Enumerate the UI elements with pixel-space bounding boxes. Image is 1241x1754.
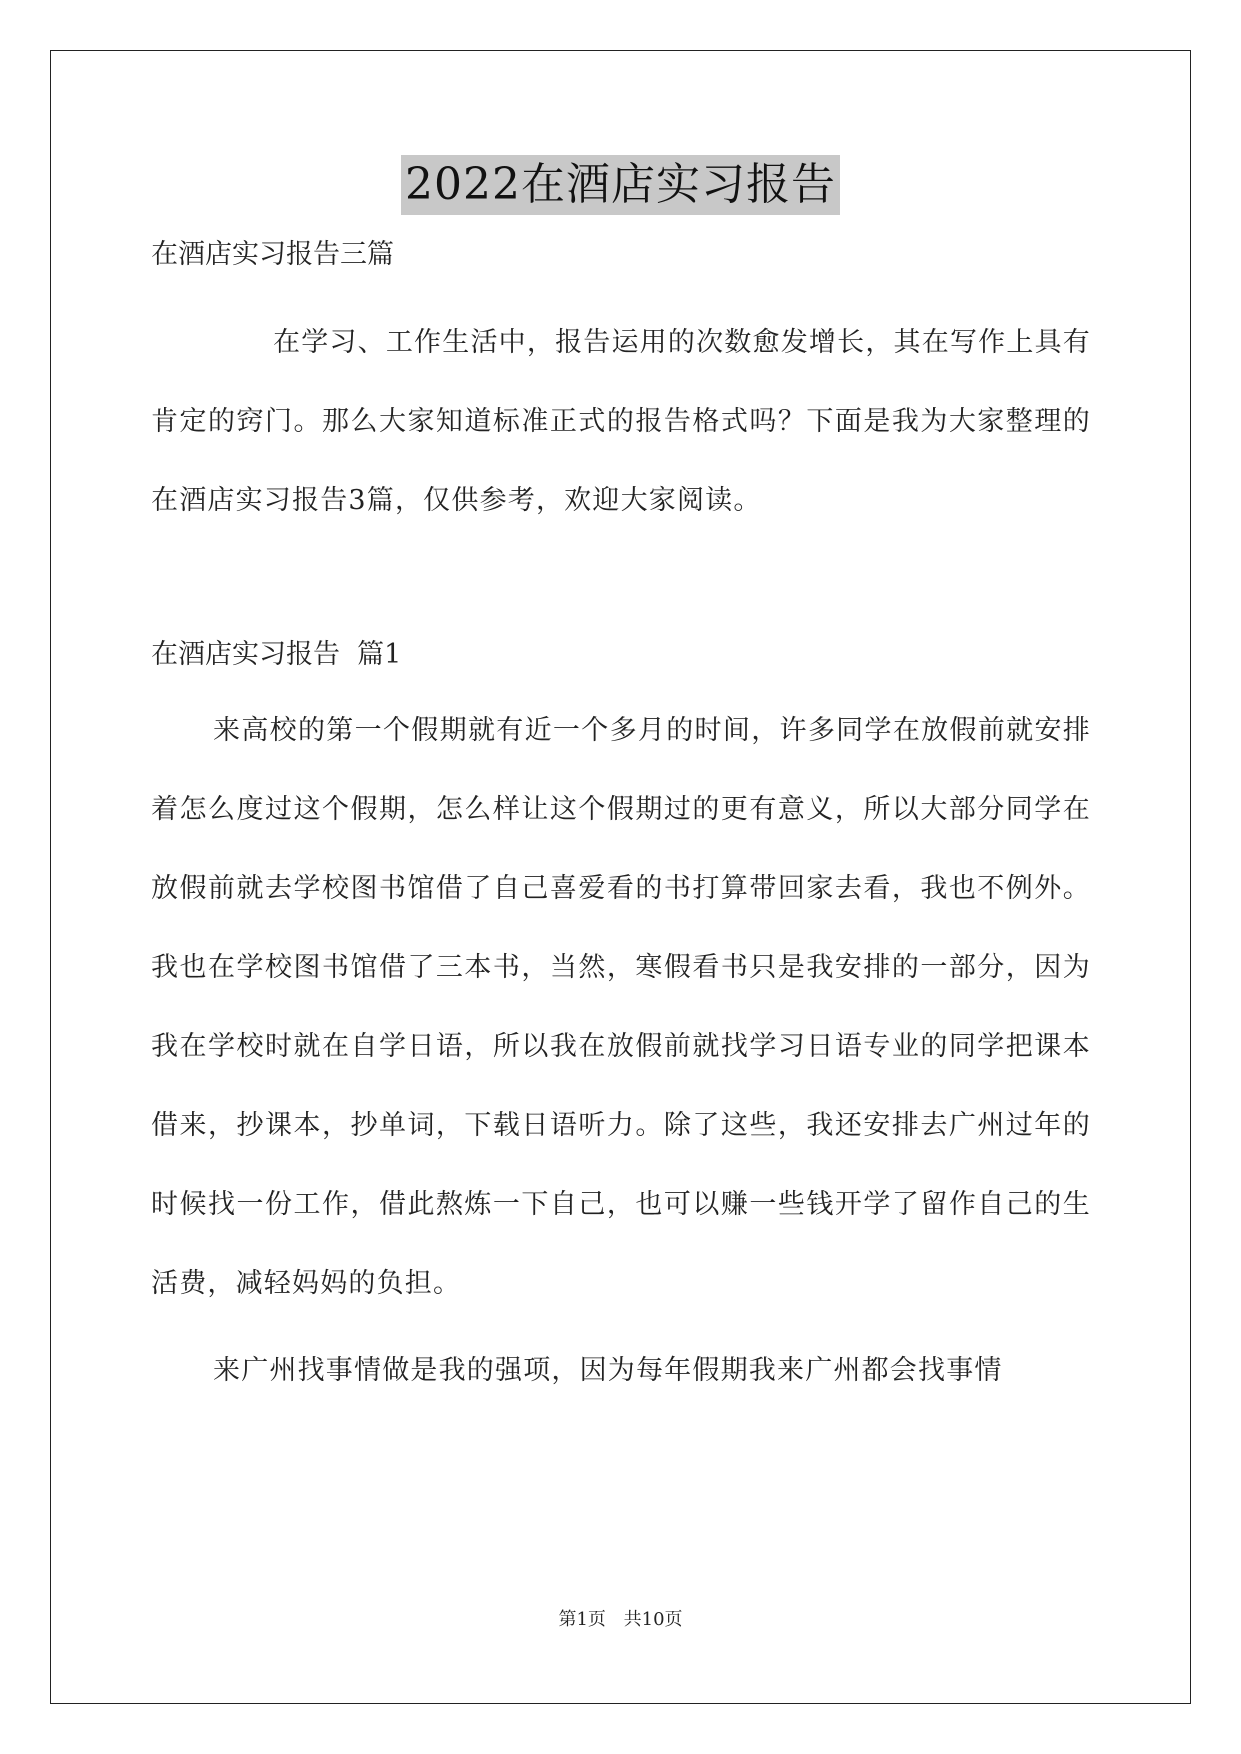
document-subtitle: 在酒店实习报告三篇 xyxy=(151,239,394,270)
body-paragraph-1: 来高校的第一个假期就有近一个多月的时间，许多同学在放假前就安排着怎么度过这个假期，怎么样让这个假期过的更有意义，所以大部分同学在放假前就去学校图书馆借了自己喜爱看的书打算带回家去看，我也不例外。我也在学校图书馆借了三本书，当然，寒假看书只是我安排的一部分，因为我在学校时就在自学日语，所以我在放假前就找学习日语专业的同学把课本借来，抄课本，抄单词，下载日语听力。除了这些，我还安排去广州过年的时候找一份工作，借此熬炼一下自己，也可以赚一些钱开学了留作自己的生活费，减轻妈妈的负担。 xyxy=(151,715,1091,1299)
section-heading: 在酒店实习报告 篇1 xyxy=(151,639,402,670)
page-total: 共10页 xyxy=(623,1609,683,1630)
intro-paragraph: 在学习、工作生活中，报告运用的次数愈发增长，其在写作上具有肯定的窍门。那么大家知道标准正式的报告格式吗？下面是我为大家整理的在酒店实习报告3篇，仅供参考，欢迎大家阅读。 xyxy=(151,327,1091,516)
title-container xyxy=(0,155,1241,215)
body-paragraph-2: 来广州找事情做是我的强项，因为每年假期我来广州都会找事情 xyxy=(213,1355,1003,1386)
page-number: 第1页 xyxy=(558,1609,606,1630)
document-body xyxy=(151,235,1091,1410)
page-footer xyxy=(0,1605,1241,1631)
document-title: 2022在酒店实习报告 xyxy=(401,155,840,215)
